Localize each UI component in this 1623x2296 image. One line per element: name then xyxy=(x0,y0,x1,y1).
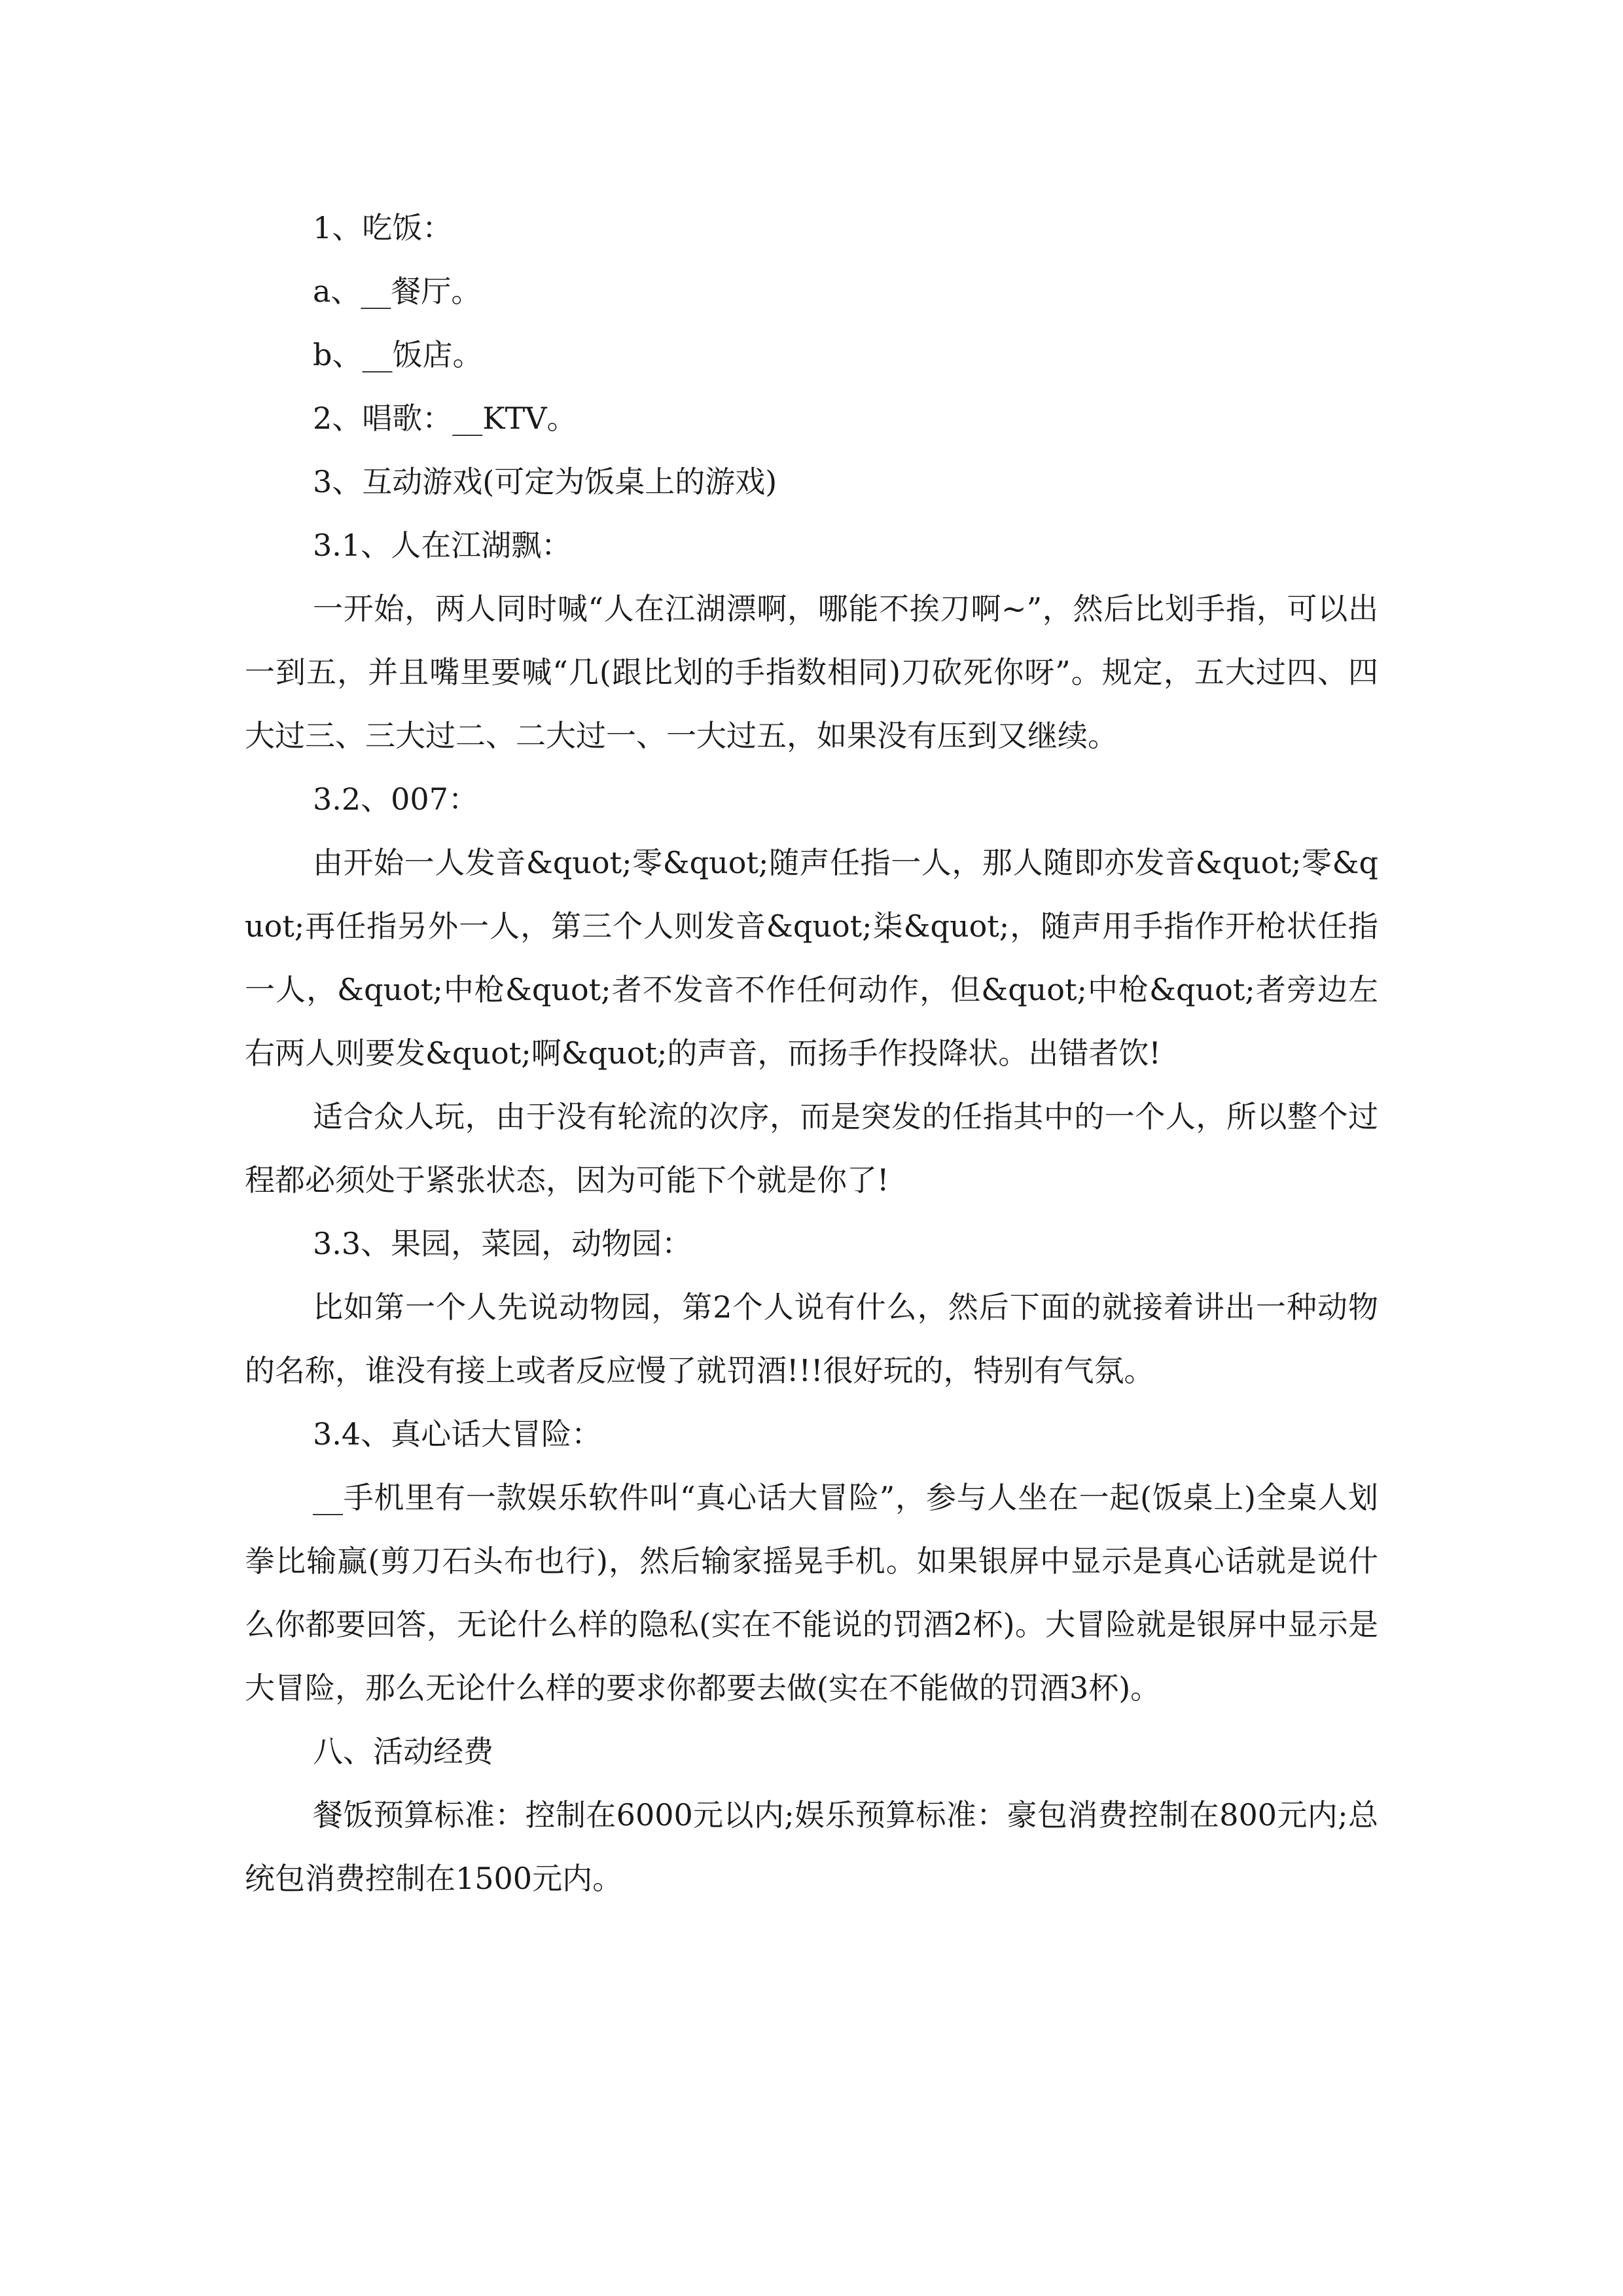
section-budget-heading: 八、活动经费 xyxy=(313,1734,493,1769)
game-3-2-description: 由开始一人发音&quot;零&quot;随声任指一人，那人随即亦发音&quot;零&quot;再任指另外一人，第三个人则发音&quot;柒&quot;，随声用手指作开枪状任指一人，&quot;中枪&quot;者不发音不作任何动作，但&quot;中枪&quot;者旁边左右两人则要发&quot;啊&quot;的声音，而扬手作投降状。出错者饮! xyxy=(245,845,1378,1071)
game-3-4-description: __手机里有一款娱乐软件叫“真心话大冒险”，参与人坐在一起(饭桌上)全桌人划拳比输赢(剪刀石头布也行)，然后输家摇晃手机。如果银屏中显示是真心话就是说什么你都要回答，无论什么样的隐私(实在不能说的罚酒2杯)。大冒险就是银屏中显示是大冒险，那么无论什么样的要求你都要去做(实在不能做的罚酒3杯)。 xyxy=(245,1480,1378,1706)
document-body xyxy=(245,196,1378,1910)
game-3-2-heading: 3.2、007： xyxy=(313,781,478,817)
game-3-3-heading: 3.3、果园，菜园，动物园： xyxy=(313,1226,692,1261)
item-games-heading: 3、互动游戏(可定为饭桌上的游戏) xyxy=(313,464,777,499)
item-hotel-b: b、__饭店。 xyxy=(313,337,483,372)
game-3-4-heading: 3.4、真心话大冒险： xyxy=(313,1416,602,1452)
section-budget-description: 餐饭预算标准：控制在6000元以内;娱乐预算标准：豪包消费控制在800元内;总统包消费控制在1500元内。 xyxy=(245,1797,1378,1896)
item-singing: 2、唱歌：__KTV。 xyxy=(313,401,577,436)
game-3-2-note: 适合众人玩，由于没有轮流的次序，而是突发的任指其中的一个人，所以整个过程都必须处于紧张状态，因为可能下个就是你了! xyxy=(245,1099,1378,1198)
item-restaurant-a: a、__餐厅。 xyxy=(313,274,482,309)
game-3-3-description: 比如第一个人先说动物园，第2个人说有什么，然后下面的就接着讲出一种动物的名称，谁没有接上或者反应慢了就罚酒!!!很好玩的，特别有气氛。 xyxy=(245,1289,1378,1388)
game-3-1-description: 一开始，两人同时喊“人在江湖漂啊，哪能不挨刀啊~”，然后比划手指，可以出一到五，并且嘴里要喊“几(跟比划的手指数相同)刀砍死你呀”。规定，五大过四、四大过三、三大过二、二大过一、一大过五，如果没有压到又继续。 xyxy=(245,591,1378,753)
item-dining-heading: 1、吃饭： xyxy=(313,210,453,245)
game-3-1-heading: 3.1、人在江湖飘： xyxy=(313,528,572,563)
